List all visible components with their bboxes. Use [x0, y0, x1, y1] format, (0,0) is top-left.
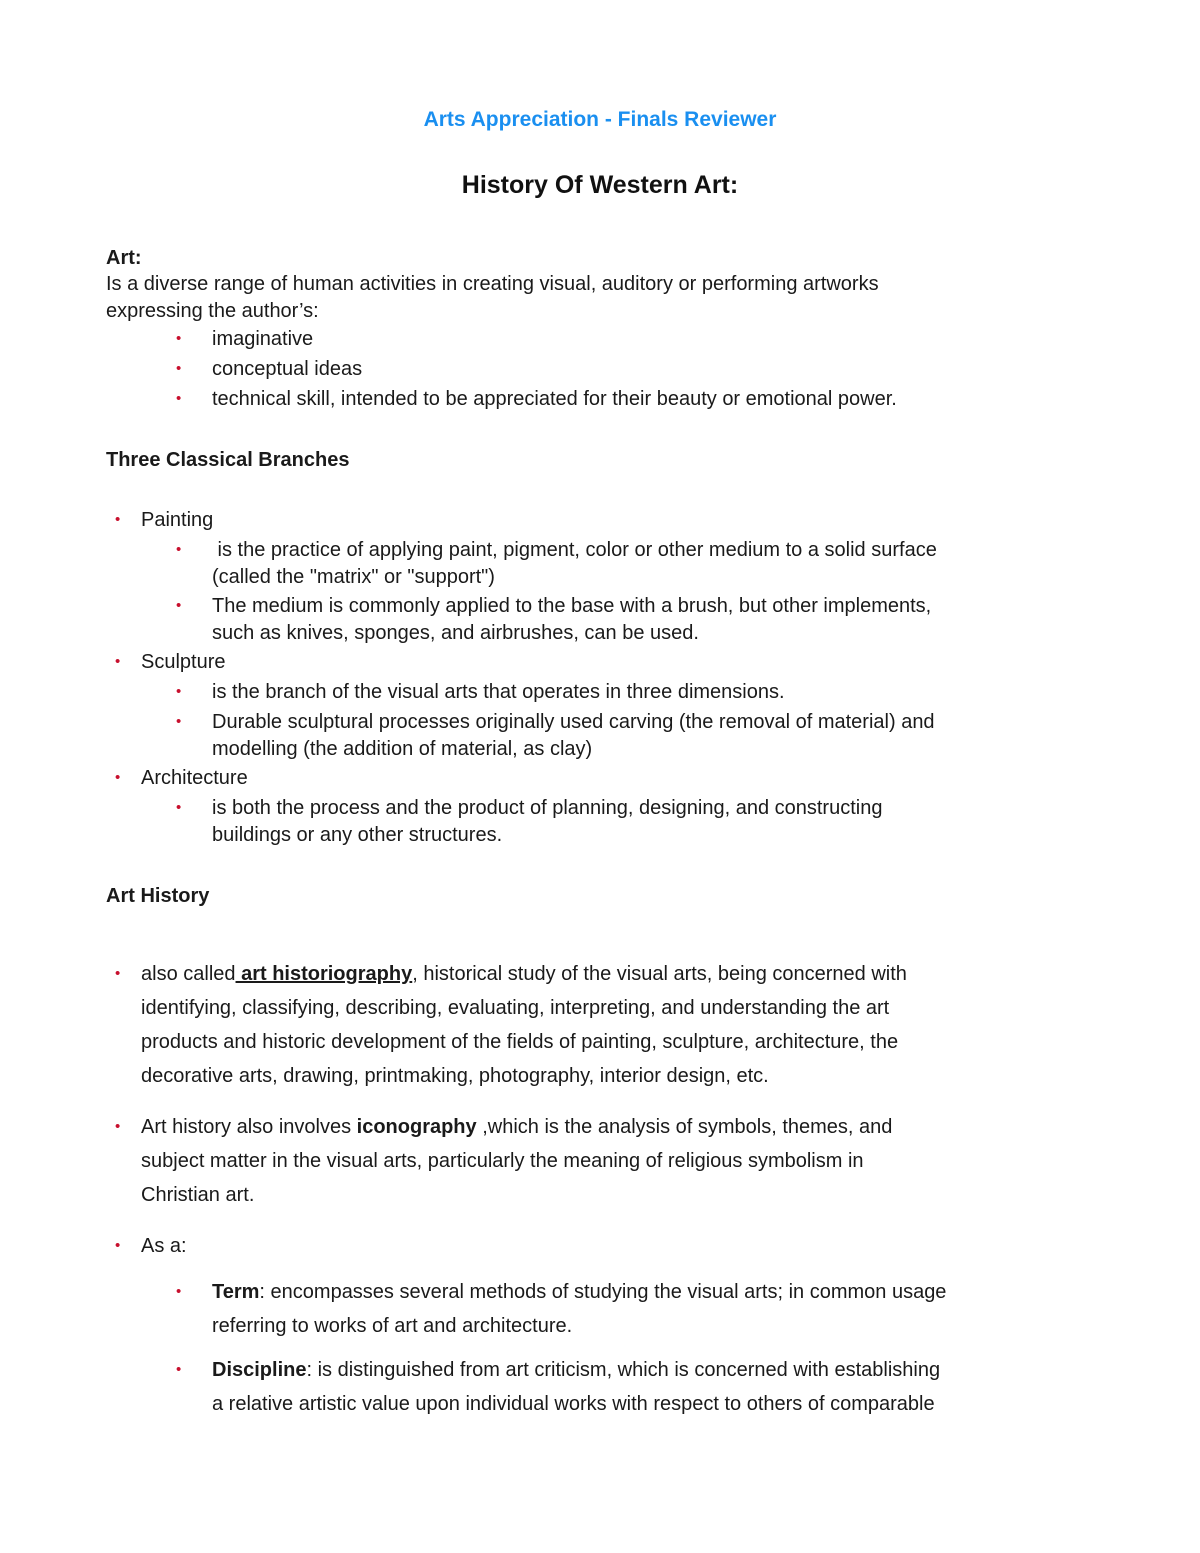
bullet-icon: •	[176, 597, 182, 614]
b2-pre: Art history also involves	[141, 1116, 357, 1138]
term-definition-line1	[212, 1275, 946, 1309]
bullet-icon: •	[115, 511, 121, 528]
bullet-icon: •	[115, 1118, 121, 1135]
art-history-b2-line1	[141, 1110, 892, 1144]
bullet-icon: •	[176, 360, 182, 377]
bullet-icon: •	[176, 1361, 182, 1378]
bullet-icon: •	[176, 330, 182, 347]
bullet-icon: •	[115, 653, 121, 670]
art-item-technical: technical skill, intended to be appreciated for their beauty or emotional power.	[212, 388, 897, 410]
art-history-b2-line3: Christian art.	[141, 1184, 255, 1206]
bullet-icon: •	[176, 390, 182, 407]
art-history-heading: Art History	[106, 885, 210, 907]
document-title: Arts Appreciation - Finals Reviewer	[423, 108, 777, 131]
bullet-icon: •	[176, 541, 182, 558]
sculpture-point2-line2: modelling (the addition of material, as clay)	[212, 738, 593, 760]
painting-point1-line1: is the practice of applying paint, pigment, color or other medium to a solid surface	[212, 539, 937, 561]
sculpture-label: Sculpture	[141, 651, 226, 673]
sculpture-point1: is the branch of the visual arts that operates in three dimensions.	[212, 681, 785, 703]
painting-label: Painting	[141, 509, 214, 531]
painting-point2-line1: The medium is commonly applied to the base with a brush, but other implements,	[212, 595, 932, 617]
b1-post: , historical study of the visual arts, being concerned with	[412, 963, 907, 985]
sculpture-point2-line1: Durable sculptural processes originally used carving (the removal of material) and	[212, 711, 935, 733]
art-definition-line1: Is a diverse range of human activities in creating visual, auditory or performing artworks	[106, 273, 879, 295]
art-history-b1-line2: identifying, classifying, describing, evaluating, interpreting, and understanding the art	[141, 997, 890, 1019]
bullet-icon: •	[115, 965, 121, 982]
bullet-icon: •	[176, 713, 182, 730]
art-history-b1-line3: products and historic development of the fields of painting, sculpture, architecture, the	[141, 1031, 899, 1053]
architecture-point1-line1: is both the process and the product of planning, designing, and constructing	[212, 797, 883, 819]
art-definition-line2: expressing the author’s:	[106, 300, 319, 322]
art-history-b1-line1	[141, 957, 907, 991]
section-title: History Of Western Art:	[461, 171, 739, 199]
bullet-icon: •	[176, 799, 182, 816]
discipline-definition-line2: a relative artistic value upon individual works with respect to others of comparable	[212, 1393, 935, 1415]
term-label: Term	[212, 1281, 260, 1303]
b1-pre: also called	[141, 963, 236, 985]
term-definition-line2: referring to works of art and architecture.	[212, 1315, 573, 1337]
branches-heading: Three Classical Branches	[106, 449, 350, 471]
discipline-text: : is distinguished from art criticism, which is concerned with establishing	[306, 1359, 941, 1381]
bullet-icon: •	[176, 683, 182, 700]
bullet-icon: •	[115, 769, 121, 786]
architecture-point1-line2: buildings or any other structures.	[212, 824, 503, 846]
bullet-icon: •	[176, 1283, 182, 1300]
term-iconography: iconography	[356, 1116, 477, 1138]
art-heading: Art:	[106, 247, 142, 269]
art-history-b2-line2: subject matter in the visual arts, particularly the meaning of religious symbolism in	[141, 1150, 864, 1172]
painting-point1-line2: (called the "matrix" or "support")	[212, 566, 495, 588]
term-text: : encompasses several methods of studying the visual arts; in common usage	[259, 1281, 947, 1303]
art-history-b1-line4: decorative arts, drawing, printmaking, photography, interior design, etc.	[141, 1065, 769, 1087]
b2-post: ,which is the analysis of symbols, themes, and	[476, 1116, 893, 1138]
discipline-label: Discipline	[212, 1359, 307, 1381]
painting-point2-line2: such as knives, sponges, and airbrushes, can be used.	[212, 622, 699, 644]
art-item-conceptual: conceptual ideas	[212, 358, 363, 380]
term-art-historiography: art historiography	[235, 963, 413, 985]
bullet-icon: •	[115, 1237, 121, 1254]
architecture-label: Architecture	[141, 767, 248, 789]
art-item-imaginative: imaginative	[212, 328, 314, 350]
discipline-definition-line1	[212, 1353, 940, 1387]
as-a-label: As a:	[141, 1235, 187, 1257]
